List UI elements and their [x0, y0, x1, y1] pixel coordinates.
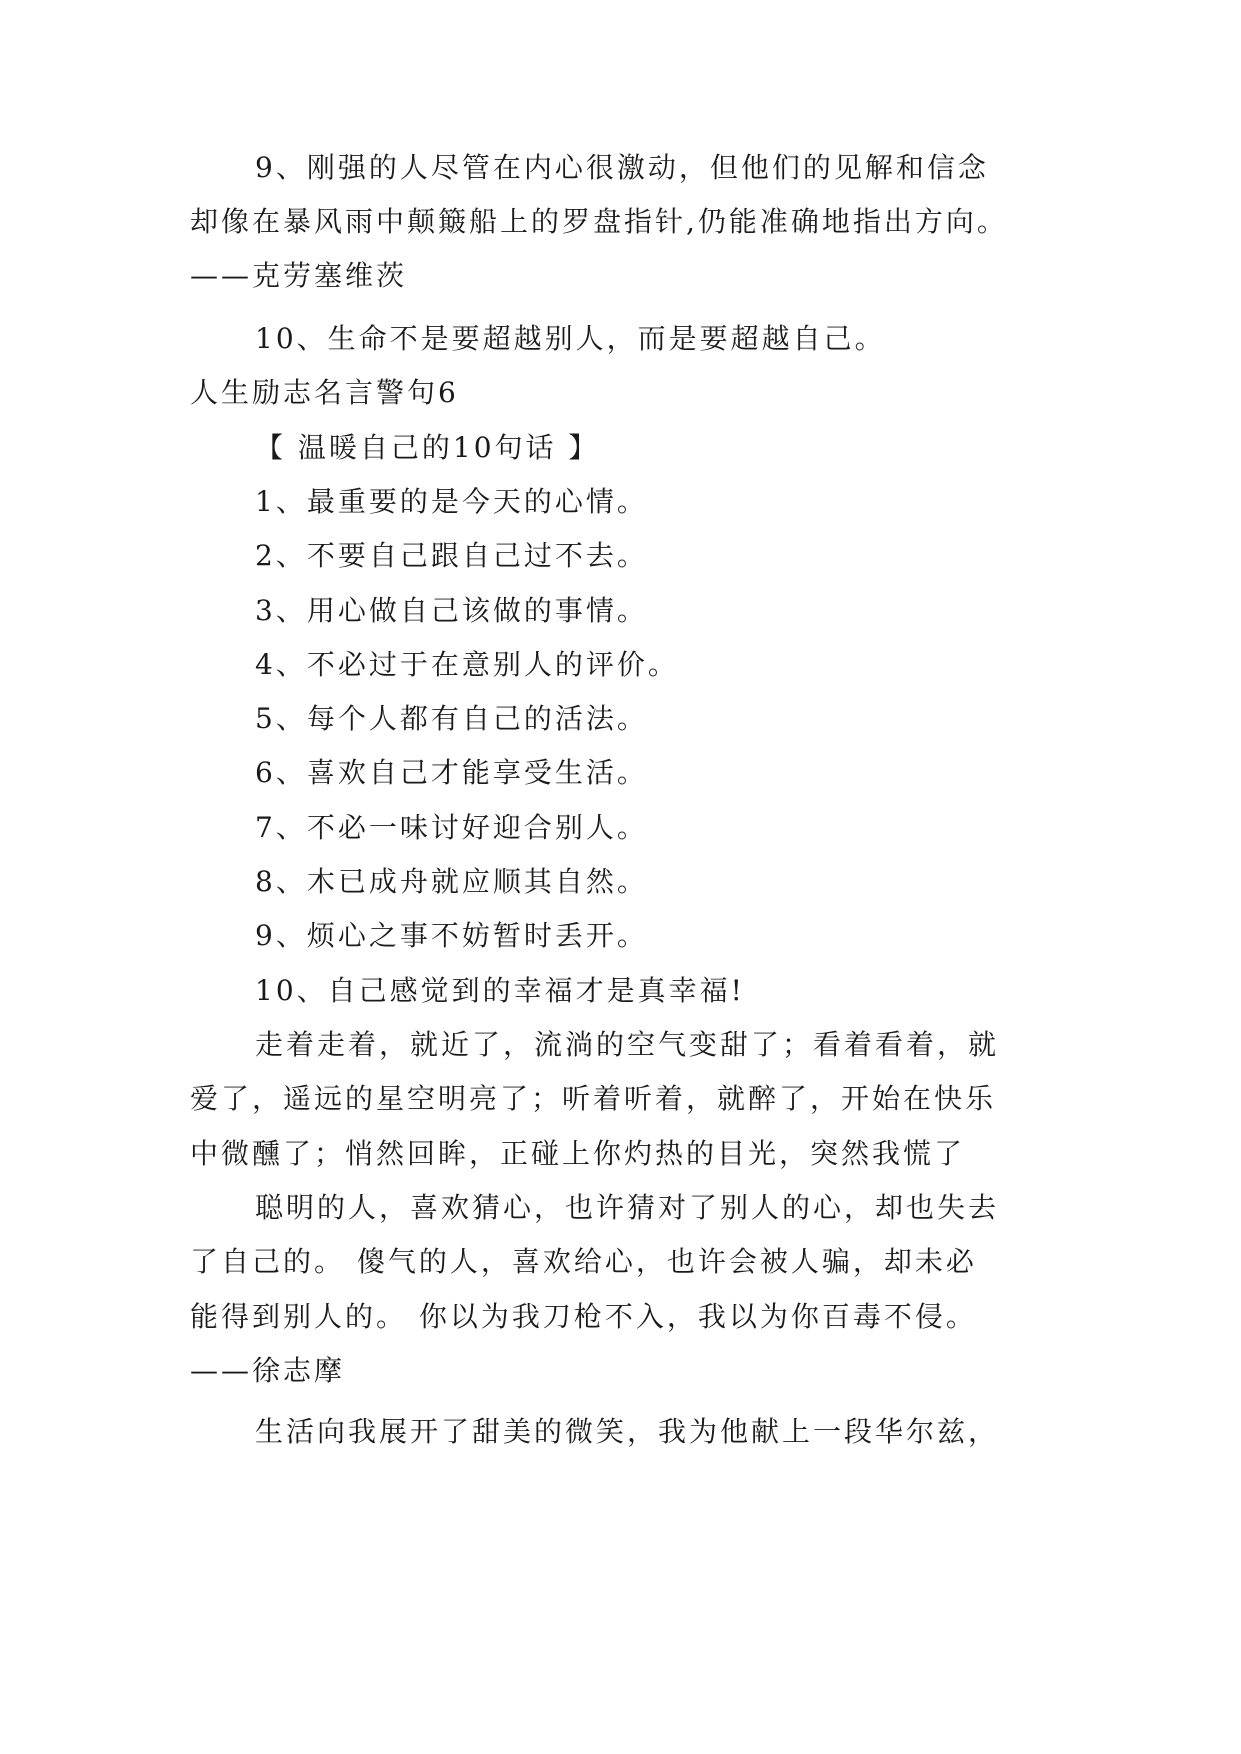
list-item: 10、自己感觉到的幸福才是真幸福!: [255, 974, 745, 1007]
list-item: 2、不要自己跟自己过不去。: [255, 539, 648, 572]
paragraph-attribution: ——徐志摩: [190, 1354, 346, 1387]
section-heading: 人生励志名言警句6: [190, 376, 459, 409]
list-item: 6、喜欢自己才能享受生活。: [255, 756, 648, 789]
paragraph-line: 走着走着，就近了，流淌的空气变甜了；看着看着，就: [255, 1028, 1000, 1061]
list-item: 5、每个人都有自己的活法。: [255, 702, 648, 735]
list-item: 1、最重要的是今天的心情。: [255, 485, 648, 518]
paragraph-line: 生活向我展开了甜美的微笑，我为他献上一段华尔兹，: [255, 1415, 1000, 1448]
quote-10: 10、生命不是要超越别人，而是要超越自己。: [255, 322, 886, 355]
quote-9-line-1: 9、刚强的人尽管在内心很激动，但他们的见解和信念: [255, 151, 989, 184]
quote-9-line-2: 却像在暴风雨中颠簸船上的罗盘指针,仍能准确地指出方向。: [190, 205, 1008, 238]
subsection-heading: 【 温暖自己的10句话 】: [255, 431, 600, 464]
list-item: 3、用心做自己该做的事情。: [255, 594, 648, 627]
paragraph-line: 爱了，遥远的星空明亮了；听着听着，就醉了，开始在快乐: [190, 1082, 997, 1115]
list-item: 9、烦心之事不妨暂时丢开。: [255, 919, 648, 952]
quote-9-attribution: ——克劳塞维茨: [190, 259, 408, 292]
list-item: 7、不必一味讨好迎合别人。: [255, 811, 648, 844]
paragraph-line: 聪明的人，喜欢猜心，也许猜对了别人的心，却也失去: [255, 1191, 1000, 1224]
paragraph-line: 能得到别人的。 你以为我刀枪不入，我以为你百毒不侵。: [190, 1300, 977, 1333]
list-item: 8、木已成舟就应顺其自然。: [255, 865, 648, 898]
paragraph-line: 了自己的。 傻气的人，喜欢给心，也许会被人骗，却未必: [190, 1245, 977, 1278]
list-item: 4、不必过于在意别人的评价。: [255, 648, 679, 681]
paragraph-line: 中微醺了；悄然回眸，正碰上你灼热的目光，突然我慌了: [190, 1137, 966, 1170]
